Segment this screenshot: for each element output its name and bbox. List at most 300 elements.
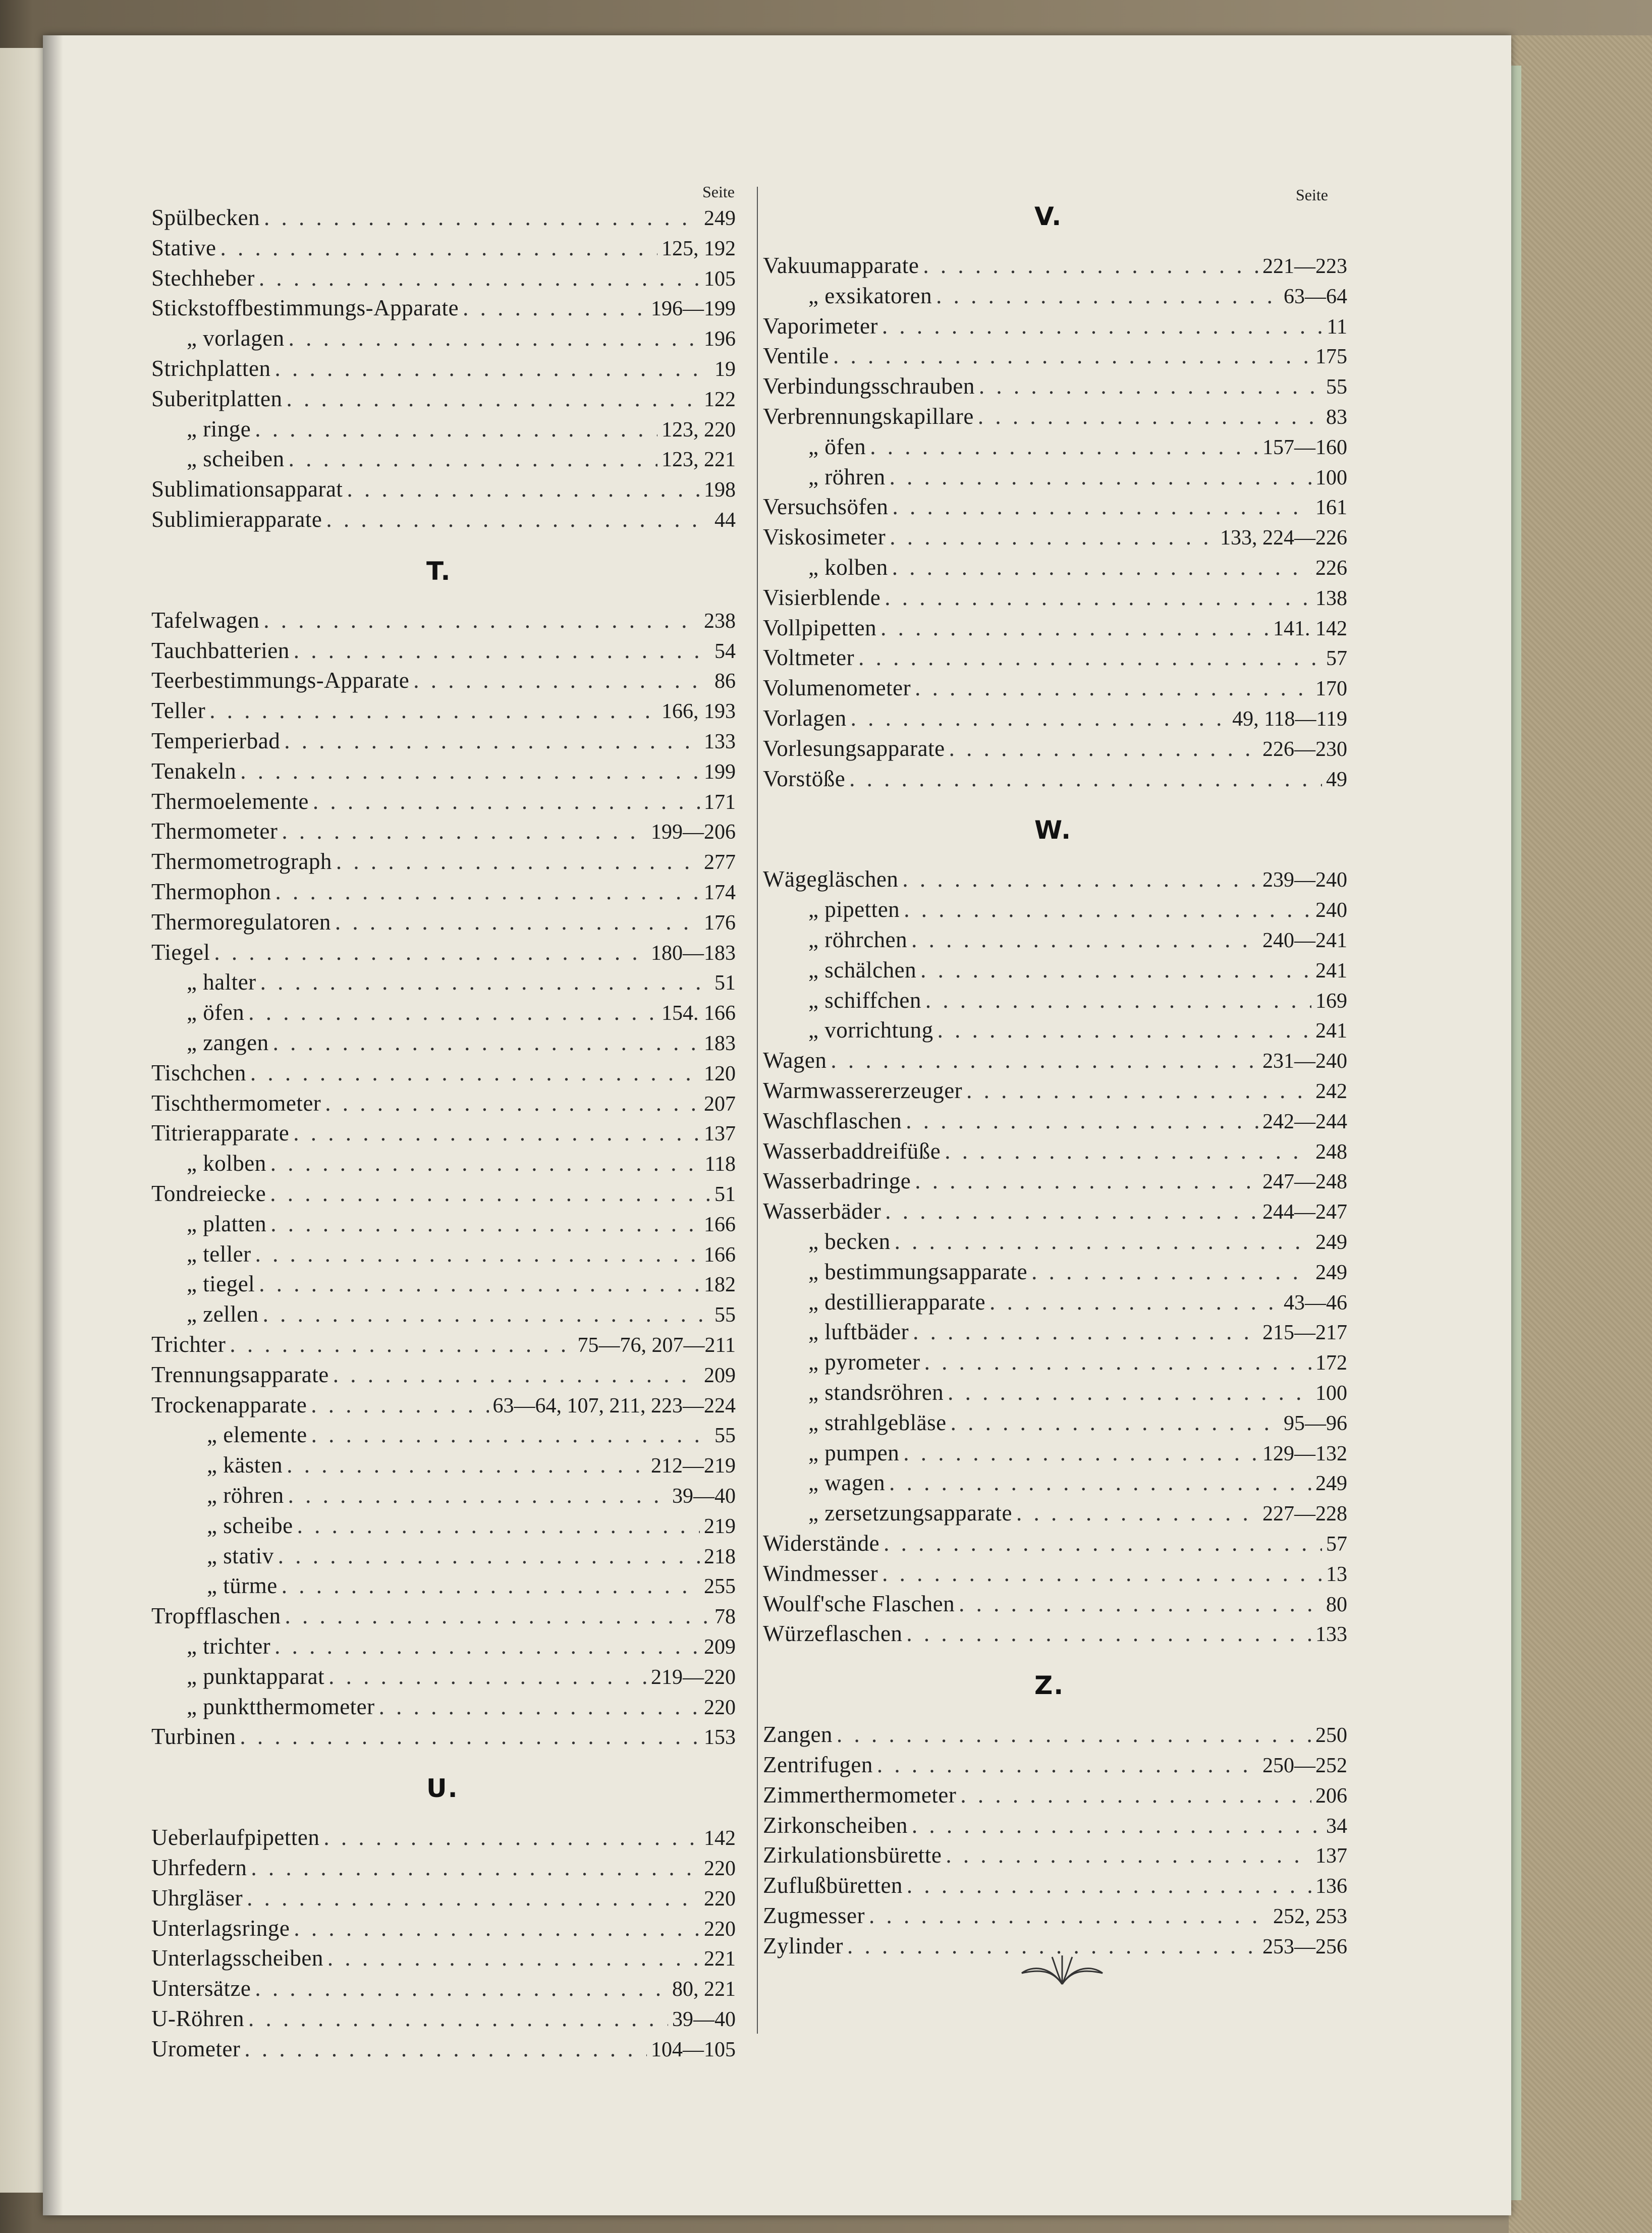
index-entry-term: Widerstände [763,1531,880,1556]
index-entry-pages: 239—240 [1262,868,1347,892]
index-entry-term: Voltmeter [763,645,855,670]
index-entry-pages: 221 [704,1947,736,1971]
index-entry-term: Thermoregulatoren [151,909,331,935]
dot-leader [924,1349,1311,1375]
dot-leader [270,1150,701,1176]
index-entry [187,325,736,355]
dot-leader [851,705,1228,731]
index-entry-pages: 242 [1315,1080,1347,1103]
index-entry [808,464,1347,494]
index-entry [763,313,1347,343]
index-entry-pages: 100 [1315,466,1347,489]
index-entry [763,1560,1347,1591]
index-entry [151,667,736,697]
index-entry [763,1530,1347,1560]
index-entry-pages: 49, 118—119 [1232,707,1347,731]
index-entry-pages: 133 [1315,1623,1347,1646]
index-entry-term: Zimmerthermometer [763,1782,957,1808]
dot-leader [325,1090,700,1116]
index-entry-term: Wagen [763,1048,827,1073]
index-entry-pages: 247—248 [1262,1170,1347,1193]
index-entry-term: „ destillierapparate [808,1289,986,1315]
index-entry-term: Tischthermometer [151,1091,321,1116]
index-entry [187,446,736,476]
dot-leader [220,235,657,261]
dot-leader [890,464,1311,490]
dot-leader [328,1663,647,1690]
index-entry [763,1782,1347,1812]
index-entry [808,1379,1347,1409]
dot-leader [270,1211,700,1237]
index-entry-term: Suberitplatten [151,386,283,411]
index-entry-pages: 241 [1315,959,1347,983]
index-entry [151,848,736,879]
index-entry-pages: 137 [1315,1844,1347,1868]
index-entry [151,295,736,325]
index-entry [808,927,1347,957]
index-entry [151,1090,736,1120]
dot-leader [945,1138,1311,1164]
dot-leader [323,1824,700,1850]
index-entry-pages: 51 [714,971,736,995]
dot-leader [335,909,700,935]
dot-leader [311,1392,488,1418]
index-entry-pages: 212—219 [651,1454,736,1478]
index-entry [808,957,1347,987]
index-entry-term: „ pipetten [808,897,900,922]
dot-leader [240,1723,700,1750]
index-entry [763,1721,1347,1752]
index-entry-term: Wasserbäder [763,1199,882,1224]
index-entry [151,879,736,909]
index-entry-pages: 118 [704,1153,736,1176]
index-entry-pages: 249 [1315,1261,1347,1284]
index-entry-term: Strichplatten [151,356,271,381]
dot-leader [913,1319,1258,1345]
index-entry [151,1975,736,2005]
index-entry-pages: 219—220 [651,1666,736,1689]
dot-leader [273,1029,700,1056]
index-entry-term: Vorlagen [763,705,847,731]
index-entry-pages: 206 [1315,1784,1347,1808]
index-entry-term: Stickstoffbestimmungs-Apparate [151,295,459,320]
dot-leader [989,1289,1280,1315]
dot-leader [979,373,1322,399]
index-entry-term: „ schiffchen [808,988,921,1013]
index-entry-term: Tenakeln [151,758,237,784]
index-entry [151,1945,736,1975]
dot-leader [1031,1259,1311,1285]
index-entry-term: „ ringe [187,416,251,442]
dot-leader [264,204,700,231]
index-entry-term: Vorlesungsapparate [763,736,945,761]
dot-leader [915,675,1311,701]
dot-leader [347,476,700,502]
index-entry [763,1752,1347,1782]
index-entry [207,1543,736,1573]
index-entry [763,373,1347,403]
index-entry-term: „ punktapparat [187,1664,325,1689]
dot-leader [463,295,647,321]
dot-leader [251,1855,700,1881]
index-entry [187,1271,736,1301]
index-entry [808,1409,1347,1440]
index-entry-term: Windmesser [763,1561,878,1586]
dot-leader [904,896,1311,922]
index-entry [151,265,736,295]
dot-leader [293,1120,700,1146]
index-entry-term: „ platten [187,1211,267,1236]
section-letter-heading: V. [1034,202,1063,231]
dot-leader [260,969,710,995]
index-entry-term: „ zellen [187,1301,259,1327]
index-entry-pages: 78 [714,1605,736,1628]
index-entry-pages: 129—132 [1262,1442,1347,1465]
index-entry-pages: 198 [704,478,736,502]
index-entry [151,1361,736,1392]
dot-leader [882,313,1323,339]
index-entry-pages: 209 [704,1636,736,1659]
index-entry [151,818,736,848]
dot-leader [912,1812,1322,1838]
index-entry [151,355,736,386]
dot-leader [278,1543,700,1569]
index-entry [187,1301,736,1331]
dot-leader [885,584,1311,611]
index-entry-pages: 166 [704,1243,736,1267]
dot-leader [938,1017,1311,1043]
index-entry-term: Viskosimeter [763,524,886,550]
index-entry-term: „ pumpen [808,1440,900,1465]
index-entry-pages: 34 [1326,1815,1347,1838]
dot-leader [946,1842,1311,1868]
index-entry-term: Trennungsapparate [151,1362,329,1387]
index-entry [151,1603,736,1633]
index-entry-term: „ kolben [187,1151,266,1176]
dot-leader [294,637,710,664]
index-entry [151,939,736,969]
index-entry-pages: 44 [714,509,736,532]
index-entry-pages: 39—40 [672,1485,736,1508]
index-entry-term: „ öfen [187,1000,245,1025]
dot-leader [289,325,700,351]
index-entry-pages: 172 [1315,1351,1347,1375]
index-entry-term: Zylinder [763,1933,843,1958]
dot-leader [255,416,657,442]
dot-leader [906,1108,1258,1134]
index-entry-pages: 182 [704,1273,736,1296]
index-entry-term: Zugmesser [763,1903,865,1928]
index-entry [151,1824,736,1855]
index-entry-pages: 219 [704,1515,736,1538]
dot-leader [1016,1500,1258,1526]
index-entry [187,1694,736,1724]
index-entry-term: Zangen [763,1722,833,1747]
dot-leader [837,1721,1311,1748]
index-entry [151,758,736,788]
index-entry [808,283,1347,313]
index-entry-pages: 220 [704,1696,736,1719]
dot-leader [274,1633,700,1659]
dot-leader [923,252,1258,279]
dot-leader [880,615,1269,641]
dot-leader [248,2005,668,2032]
index-entry [207,1452,736,1482]
index-entry [763,494,1347,524]
index-entry [151,788,736,819]
index-entry-pages: 63—64 [1284,285,1347,308]
index-entry-term: Teller [151,698,206,723]
index-entry [151,2005,736,2036]
index-entry-term: Uhrfedern [151,1855,247,1880]
dot-leader [960,1782,1311,1808]
index-entry-term: Stechheber [151,265,255,291]
index-entry [763,644,1347,675]
index-entry-term: „ zersetzungsapparate [808,1500,1013,1526]
index-entry-pages: 133, 224—226 [1220,526,1347,550]
index-entry-pages: 166 [704,1213,736,1236]
index-entry-pages: 49 [1326,768,1347,791]
index-entry-term: Warmwassererzeuger [763,1078,963,1103]
index-entry-pages: 231—240 [1262,1050,1347,1073]
index-entry-pages: 277 [704,851,736,874]
index-entry-pages: 175 [1315,345,1347,368]
index-entry [187,1211,736,1241]
index-entry-pages: 166, 193 [662,700,736,723]
dot-leader [833,343,1311,369]
index-entry [207,1482,736,1512]
index-entry [808,1289,1347,1319]
dot-leader [333,1361,700,1388]
index-entry [207,1572,736,1603]
index-entry-pages: 120 [704,1062,736,1085]
dot-leader [889,1469,1311,1496]
dot-leader [255,1975,668,2001]
index-entry-pages: 51 [714,1183,736,1206]
index-entry-pages: 13 [1326,1563,1347,1586]
index-entry [808,1319,1347,1349]
column-divider [757,187,758,2034]
section-letter-heading: Z. [1034,1671,1065,1701]
index-entry-pages: 54 [714,640,736,663]
index-entry [151,1331,736,1361]
index-entry [763,1620,1347,1651]
dot-leader [288,1482,668,1508]
index-entry-pages: 176 [704,911,736,935]
index-entry [808,1349,1347,1379]
index-entry-term: Stative [151,235,216,260]
dot-leader [282,1572,700,1599]
index-entry [763,675,1347,705]
index-entry-term: „ kolben [808,555,888,580]
index-entry-term: Thermometrograph [151,849,332,874]
section-letter-heading: W. [1034,815,1072,845]
index-entry-pages: 221—223 [1262,255,1347,278]
index-entry-pages: 170 [1315,677,1347,700]
index-entry-pages: 153 [704,1726,736,1749]
index-entry-term: „ vorrichtung [808,1017,933,1043]
index-entry-term: Würzeflaschen [763,1621,903,1646]
index-entry-term: Turbinen [151,1724,236,1749]
dot-leader [849,766,1322,792]
dot-leader [870,433,1258,460]
index-entry-pages: 196—199 [651,297,736,320]
index-entry-term: Temperierbad [151,728,281,753]
index-entry-pages: 43—46 [1284,1291,1347,1315]
index-entry-term: „ halter [187,969,256,995]
index-entry-pages: 171 [704,791,736,814]
dot-leader [949,735,1258,761]
index-entry-pages: 249 [1315,1231,1347,1254]
index-entry-term: „ türme [207,1573,278,1598]
index-entry [763,1842,1347,1872]
index-entry-pages: 136 [1315,1875,1347,1898]
index-entry-pages: 57 [1326,647,1347,670]
right-column-header: Seite [1296,186,1328,204]
index-entry [808,433,1347,464]
index-entry-pages: 95—96 [1284,1412,1347,1435]
index-entry-term: Wasserbadringe [763,1168,911,1193]
index-entry-term: „ scheibe [207,1513,293,1538]
dot-leader [240,758,700,784]
index-entry-term: Titrierapparate [151,1120,290,1146]
index-entry [808,987,1347,1017]
index-entry [763,524,1347,554]
index-entry-pages: 240—241 [1262,929,1347,952]
index-entry-pages: 11 [1327,315,1347,339]
index-entry-term: Untersätze [151,1976,251,2001]
dot-leader [286,386,700,412]
left-column-header: Seite [702,183,735,201]
index-entry-pages: 241 [1315,1019,1347,1043]
index-entry [151,1723,736,1754]
index-entry-term: Trockenapparate [151,1392,307,1418]
index-entry-pages: 252, 253 [1273,1905,1347,1928]
index-entry-term: U-Röhren [151,2006,244,2031]
dot-leader [885,1198,1258,1224]
dot-leader [244,2036,647,2062]
index-entry [763,735,1347,766]
dot-leader [263,1301,710,1327]
index-entry [763,1108,1347,1138]
index-entry-term: Vorstöße [763,766,846,791]
index-entry-term: „ stativ [207,1543,274,1568]
index-entry [808,1228,1347,1259]
index-entry-term: „ teller [187,1241,251,1267]
index-entry-pages: 80 [1326,1593,1347,1616]
index-entry-pages: 142 [704,1827,736,1850]
index-entry [763,252,1347,283]
index-entry-pages: 199—206 [651,821,736,844]
index-entry-term: Spülbecken [151,205,260,230]
dot-leader [209,697,657,724]
index-entry-pages: 248 [1315,1140,1347,1164]
index-entry-term: Zirkonscheiben [763,1813,908,1838]
dot-leader [311,1422,710,1448]
index-entry-term: „ zangen [187,1030,269,1055]
dot-leader [907,1872,1311,1898]
index-entry [808,1440,1347,1470]
index-entry-pages: 169 [1315,990,1347,1013]
dot-leader [214,939,647,965]
dot-leader [882,1560,1322,1587]
index-entry [763,766,1347,796]
index-entry-pages: 244—247 [1262,1201,1347,1224]
index-entry-term: „ scheiben [187,446,285,471]
index-entry-pages: 75—76, 207—211 [577,1334,736,1357]
dot-leader [877,1752,1258,1778]
index-entry-pages: 249 [704,207,736,230]
index-entry-pages: 255 [704,1575,736,1598]
index-entry [187,416,736,446]
index-entry-term: Zentrifugen [763,1752,873,1777]
index-entry-pages: 83 [1326,406,1347,429]
dot-leader [285,1603,710,1629]
index-entry [763,866,1347,896]
book-cover-cloth [1509,35,1652,2233]
index-entry-term: Volumenometer [763,675,911,700]
index-entry [808,1500,1347,1530]
index-entry-term: Tiegel [151,940,210,965]
index-entry-pages: 39—40 [672,2008,736,2031]
index-entry-pages: 249 [1315,1472,1347,1495]
index-entry-term: Versuchsöfen [763,494,889,519]
index-entry [763,343,1347,373]
index-entry-term: Tondreiecke [151,1181,266,1206]
index-entry-pages: 226 [1315,557,1347,580]
dot-leader [274,355,710,382]
index-entry-pages: 86 [714,670,736,693]
dot-leader [326,506,710,532]
index-entry [808,1017,1347,1047]
index-entry-term: „ tiegel [187,1271,255,1296]
dot-leader [892,494,1311,520]
index-entry [763,1591,1347,1621]
index-entry-term: Visierblende [763,585,881,610]
index-entry-pages: 196 [704,328,736,351]
index-entry [763,1168,1347,1198]
index-entry-term: „ becken [808,1229,891,1254]
index-entry [151,1060,736,1090]
index-entry [151,1180,736,1211]
index-entry-term: Zirkulationsbürette [763,1842,942,1868]
index-entry-pages: 218 [704,1545,736,1568]
dot-leader [259,265,700,291]
dot-leader [890,524,1216,550]
index-entry [763,1198,1347,1228]
index-entry-pages: 242—244 [1262,1110,1347,1133]
dot-leader [289,446,657,472]
index-entry [763,1812,1347,1842]
index-entry-term: „ röhren [808,464,886,489]
index-entry-term: Tischchen [151,1060,246,1085]
index-entry-pages: 154. 166 [662,1002,736,1025]
dot-leader [294,1915,700,1941]
index-entry-term: „ wagen [808,1470,886,1495]
index-entry-pages: 19 [714,358,736,381]
index-entry [151,235,736,265]
index-entry-pages: 157—160 [1262,436,1347,459]
dot-leader [911,927,1258,953]
index-entry [763,1902,1347,1933]
index-entry-pages: 105 [704,267,736,291]
index-entry-pages: 240 [1315,899,1347,922]
dot-leader [259,1271,700,1297]
index-entry-term: Tafelwagen [151,608,260,633]
dot-leader [978,403,1322,429]
index-entry-term: „ schälchen [808,957,917,983]
index-entry [151,1120,736,1150]
